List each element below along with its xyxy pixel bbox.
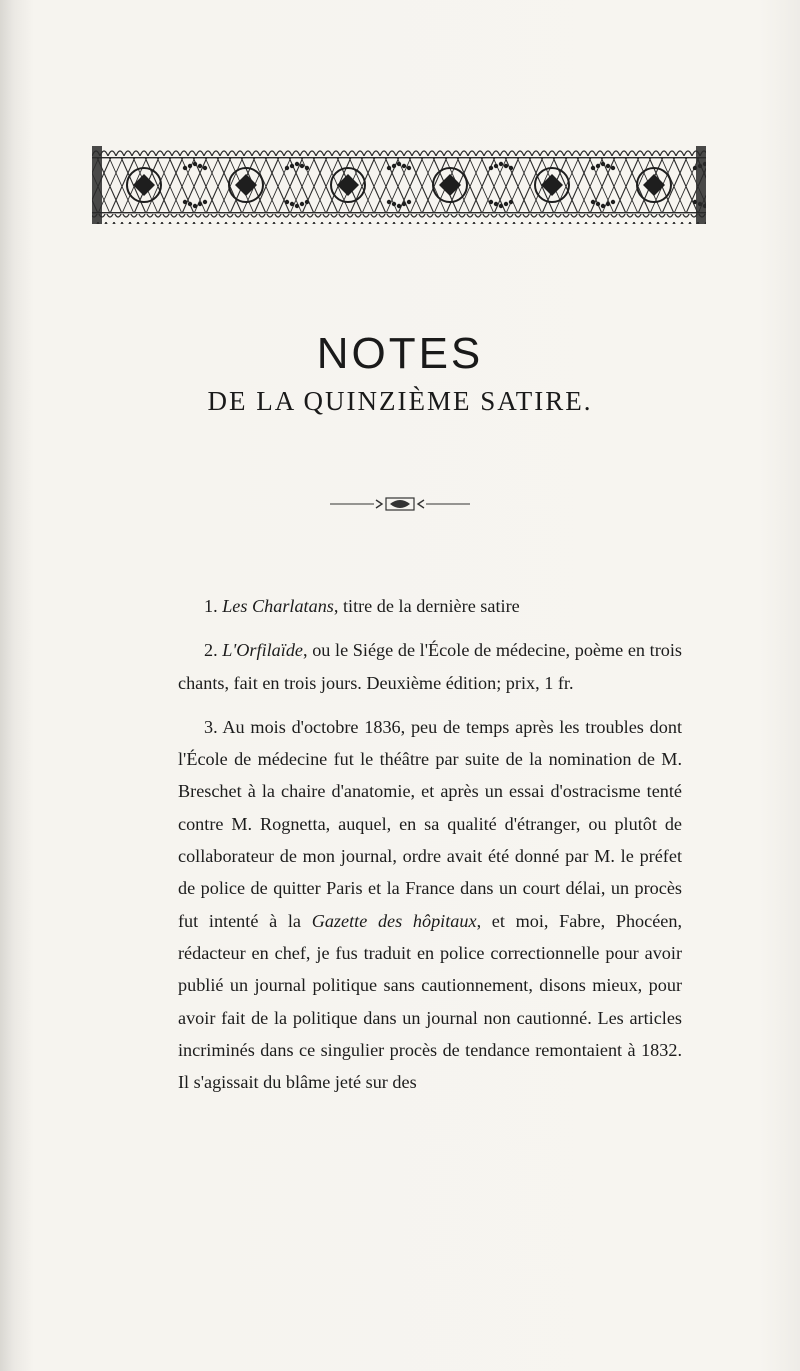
ornament-dot: [494, 164, 498, 168]
ornament-dot: [402, 164, 406, 168]
ornament-dot: [290, 202, 294, 206]
note-item: [178, 634, 682, 699]
ornament-dot: [387, 200, 391, 204]
ornament-dot: [295, 162, 299, 166]
ornament-dot: [198, 164, 202, 168]
ornament-dot: [203, 200, 207, 204]
ornament-dot: [504, 164, 508, 168]
note-title: L'Orfilaïde: [222, 640, 303, 661]
ornament-dot: [596, 164, 600, 168]
ornament-dot: [295, 204, 299, 208]
ornament-dot: [397, 162, 401, 166]
ornament-dot: [606, 164, 610, 168]
ornament-dot: [285, 200, 289, 204]
ornament-dot: [392, 202, 396, 206]
ornament-dot: [509, 166, 513, 170]
ornament-dot: [402, 202, 406, 206]
ornament-dot: [494, 202, 498, 206]
ornament-dot: [305, 166, 309, 170]
ornament-dot: [387, 166, 391, 170]
ornament-dot: [596, 202, 600, 206]
ornament-dot: [397, 204, 401, 208]
note-title: Les Charlatans: [222, 596, 334, 616]
ornament-dot: [285, 166, 289, 170]
ornament-dot: [499, 162, 503, 166]
ornament-dot: [183, 166, 187, 170]
page-subtitle: DE LA QUINZIÈME SATIRE.: [207, 386, 593, 416]
note-text-lead: Au mois d'octobre 1836, peu de temps après les troubles dont l'École de médecine fut le théâtre par suite de la nomination de M. Breschet à la chaire d'anatomie, et après un essai d'ostracisme tenté contre M. Rognetta, auquel, en sa qualité d'étranger, ou plutôt de collaborateur de mon journal, ordre avait été donné par M. le préfet de police de quitter Paris et la France dans un court délai, un procès fut intenté à la: [178, 716, 682, 931]
ornament-dot: [392, 164, 396, 168]
ornament-dot: [407, 166, 411, 170]
note-title: Gazette des hôpitaux: [311, 910, 477, 931]
ornament-dot: [203, 166, 207, 170]
page-title: NOTES: [316, 329, 484, 379]
ornament-dot: [591, 200, 595, 204]
ornament-dot: [183, 200, 187, 204]
ornament-dot: [188, 164, 192, 168]
section-divider: [330, 494, 470, 514]
ornament-dot: [290, 164, 294, 168]
ornament-dot: [407, 200, 411, 204]
note-text: , et moi, Fabre, Phocéen, rédacteur en chef, je fus traduit en police correctionnelle pour avoir publié un journal politique sans cautionnement, disons mieux, pour avoir fait de la politique dans un journal non cautionné. Les articles incriminés dans ce singulier procès de tendance remontaient à 1832. Il s'agissait du blâme jeté sur des: [178, 910, 682, 1093]
note-number: 3.: [204, 716, 218, 737]
ornament-dot: [591, 166, 595, 170]
ornament-dot: [489, 200, 493, 204]
ornament-dot: [300, 202, 304, 206]
note-text: , ou le Siége de l'École de médecine, poème en trois chants, fait en trois jours. Deuxième édition; prix, 1 fr.: [178, 640, 682, 693]
ornament-dot: [489, 166, 493, 170]
ornament-dot: [504, 202, 508, 206]
ornament-dot: [193, 204, 197, 208]
ornament-dot: [611, 166, 615, 170]
ornament-dot: [606, 202, 610, 206]
note-text: , titre de la dernière satire: [333, 596, 520, 616]
note-number: 2.: [204, 640, 218, 661]
ornament-dot: [300, 164, 304, 168]
ornament-dot: [611, 200, 615, 204]
notes-list: [178, 590, 682, 1098]
ornament-dot: [198, 202, 202, 206]
ornamental-header-band: [92, 146, 706, 224]
ornament-dot: [188, 202, 192, 206]
note-item: [178, 711, 682, 1099]
ornament-dot: [305, 200, 309, 204]
ornament-dot: [601, 204, 605, 208]
note-number: 1.: [204, 596, 218, 616]
note-item: [178, 590, 682, 622]
ornament-dot: [509, 200, 513, 204]
ornament-dot: [193, 162, 197, 166]
ornament-dot: [499, 204, 503, 208]
ornament-dot: [601, 162, 605, 166]
